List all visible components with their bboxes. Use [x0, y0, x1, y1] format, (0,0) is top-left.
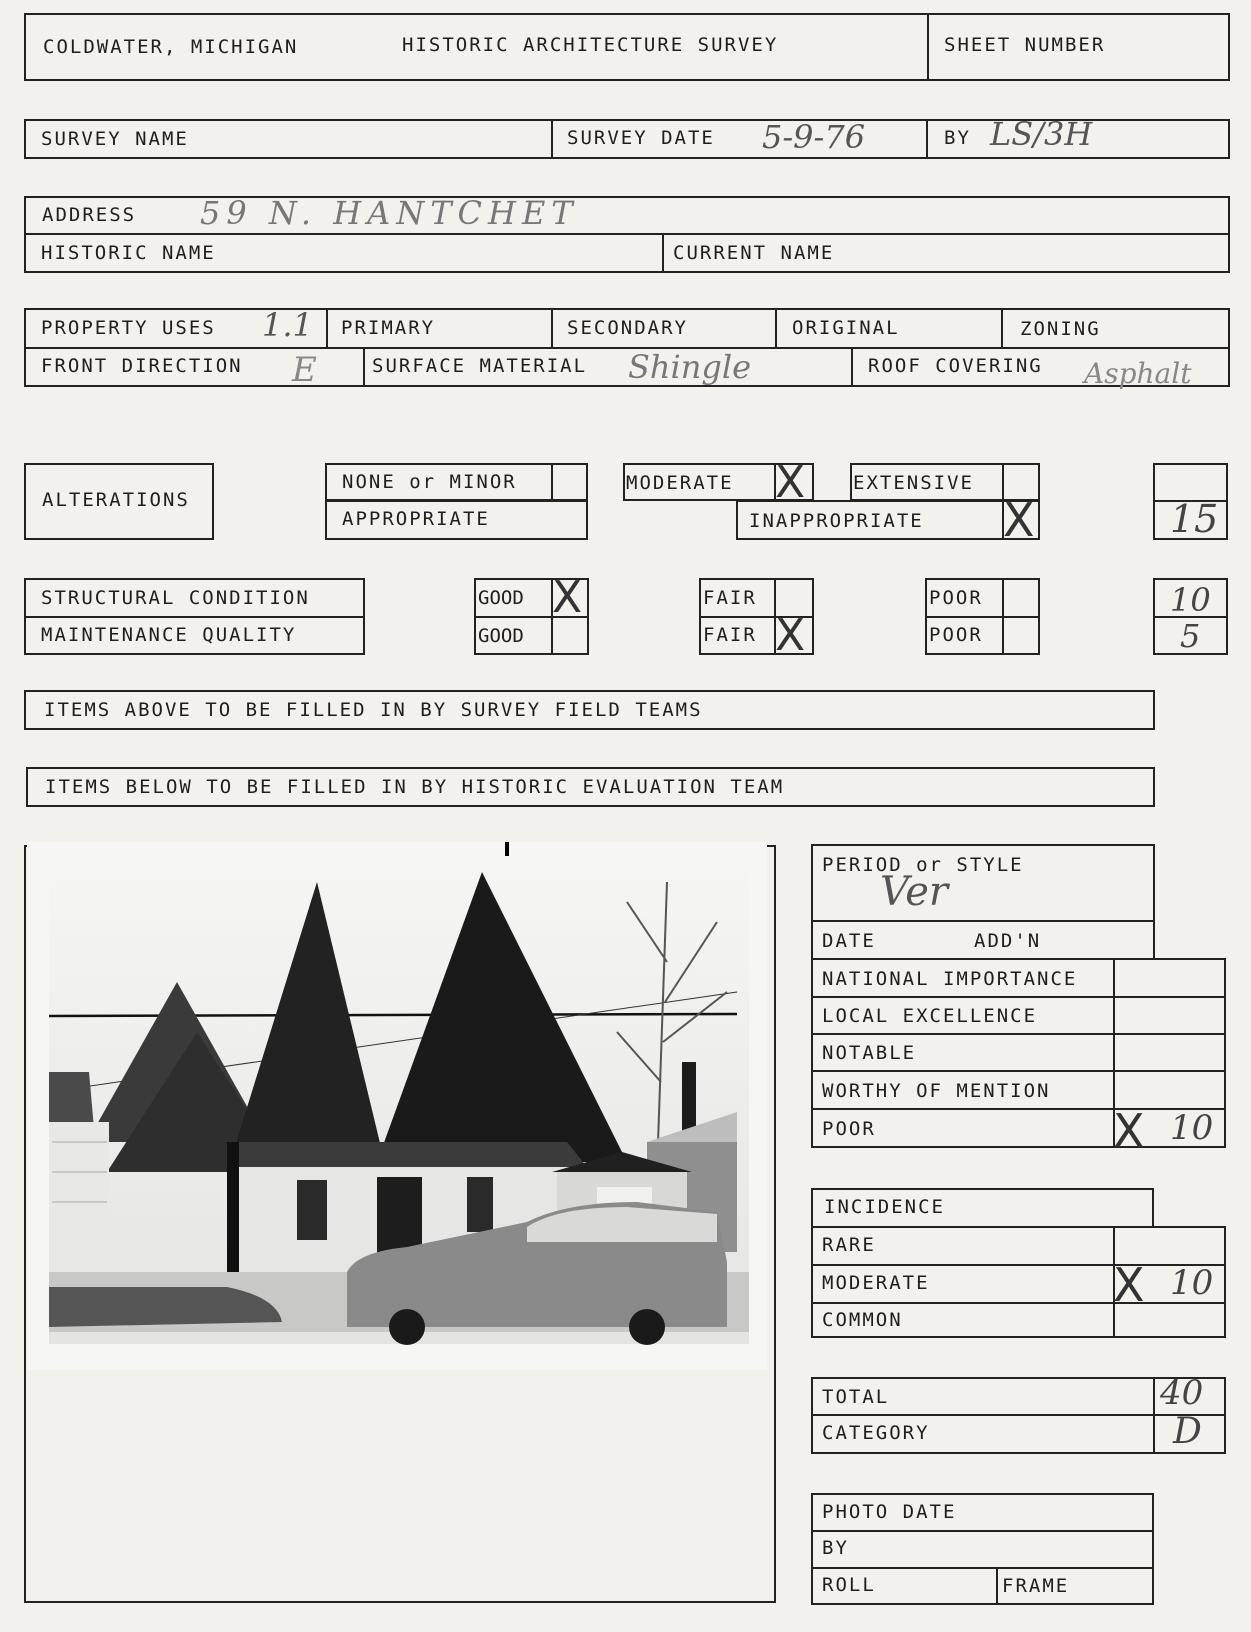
- property-div-5: [363, 347, 365, 387]
- local-excellence-label: LOCAL EXCELLENCE: [822, 1005, 1038, 1027]
- ranking-row-line-2: [811, 1033, 1226, 1035]
- names-divider: [662, 233, 664, 273]
- survey-name-label: SURVEY NAME: [41, 128, 189, 150]
- roof-covering-label: ROOF COVERING: [868, 355, 1043, 377]
- fair-structural-label: FAIR: [703, 587, 757, 609]
- photo-info-row-line-2: [811, 1567, 1154, 1569]
- appropriate-label: APPROPRIATE: [342, 508, 490, 530]
- location-text: COLDWATER, MICHIGAN: [43, 36, 299, 58]
- header-divider: [927, 13, 929, 81]
- alterations-score: 15: [1170, 497, 1219, 541]
- survey-by-value: LS/3H: [990, 115, 1093, 153]
- primary-label: PRIMARY: [341, 317, 436, 339]
- incidence-row-line-1: [811, 1264, 1226, 1266]
- surface-material-label: SURFACE MATERIAL: [372, 355, 588, 377]
- frame-label: FRAME: [1002, 1575, 1070, 1597]
- incidence-row-line-2: [811, 1302, 1226, 1304]
- survey-date-label: SURVEY DATE: [567, 127, 715, 149]
- extensive-label: EXTENSIVE: [853, 472, 974, 494]
- none-minor-label: NONE or MINOR: [342, 471, 517, 493]
- period-style-value: Ver: [880, 869, 949, 915]
- good-structural-label: GOOD: [478, 587, 524, 609]
- house-photograph: [27, 842, 767, 1370]
- roof-covering-value: Asphalt: [1084, 357, 1192, 390]
- surface-material-value: Shingle: [628, 348, 752, 386]
- secondary-label: SECONDARY: [567, 317, 688, 339]
- total-label: TOTAL: [822, 1386, 890, 1408]
- roll-label: ROLL: [822, 1574, 876, 1596]
- period-style-label: PERIOD or STYLE: [822, 854, 1024, 876]
- property-uses-value: 1.1: [262, 306, 313, 344]
- category-label: CATEGORY: [822, 1422, 930, 1444]
- ranking-row-line-1: [811, 996, 1226, 998]
- property-uses-label: PROPERTY USES: [41, 317, 216, 339]
- category-value: D: [1173, 1411, 1202, 1452]
- property-div-3: [775, 308, 777, 347]
- poor-rating-score: 10: [1170, 1108, 1214, 1148]
- good-maintenance-label: GOOD: [478, 625, 524, 647]
- address-label: ADDRESS: [42, 204, 137, 226]
- structural-score: 10: [1170, 581, 1211, 619]
- common-label: COMMON: [822, 1309, 903, 1331]
- poor-check-divider: [1002, 578, 1004, 655]
- rare-label: RARE: [822, 1234, 876, 1256]
- roll-frame-divider: [996, 1567, 998, 1605]
- totals-row-line: [811, 1414, 1226, 1416]
- incidence-moderate-label: MODERATE: [822, 1272, 930, 1294]
- inappropriate-check-mark: X: [1003, 493, 1035, 547]
- structural-condition-label: STRUCTURAL CONDITION: [41, 587, 310, 609]
- fair-maintenance-label: FAIR: [703, 624, 757, 646]
- photo-date-label: PHOTO DATE: [822, 1501, 957, 1523]
- historic-name-label: HISTORIC NAME: [41, 242, 216, 264]
- notable-label: NOTABLE: [822, 1042, 917, 1064]
- fair-maintenance-check-mark: X: [775, 610, 806, 661]
- survey-divider-2: [926, 119, 928, 159]
- date-label: DATE: [822, 930, 876, 952]
- address-row-divider: [24, 233, 1230, 235]
- condition-labels-divider: [24, 616, 365, 618]
- incidence-label: INCIDENCE: [824, 1196, 945, 1218]
- property-div-4: [1001, 308, 1003, 347]
- incidence-moderate-score: 10: [1170, 1263, 1214, 1303]
- survey-by-label: BY: [944, 127, 971, 149]
- front-direction-value: E: [292, 350, 317, 390]
- good-structural-check-mark: X: [552, 572, 583, 623]
- property-div-6: [851, 347, 853, 387]
- photo-info-row-line-1: [811, 1530, 1154, 1532]
- poor-maintenance-label: POOR: [929, 624, 983, 646]
- poor-row-divider: [925, 616, 1040, 618]
- photo-by-label: BY: [822, 1537, 849, 1559]
- poor-rating-label: POOR: [822, 1118, 876, 1140]
- property-div-1: [326, 308, 328, 347]
- moderate-check-mark: X: [775, 457, 806, 508]
- survey-date-value: 5-9-76: [762, 118, 866, 156]
- front-direction-label: FRONT DIRECTION: [41, 355, 243, 377]
- maintenance-score: 5: [1180, 617, 1201, 655]
- maintenance-quality-label: MAINTENANCE QUALITY: [41, 624, 297, 646]
- addn-label: ADD'N: [974, 930, 1042, 952]
- total-value: 40: [1160, 1373, 1204, 1413]
- ranking-row-line-3: [811, 1070, 1226, 1072]
- property-div-2: [551, 308, 553, 347]
- current-name-label: CURRENT NAME: [673, 242, 835, 264]
- alterations-label: ALTERATIONS: [42, 489, 190, 511]
- original-label: ORIGINAL: [792, 317, 900, 339]
- address-value: 59 N. HANTCHET: [200, 194, 579, 232]
- ranking-row-line-4: [811, 1108, 1226, 1110]
- field-teams-note: ITEMS ABOVE TO BE FILLED IN BY SURVEY FIELD TEAMS: [44, 699, 703, 721]
- inappropriate-label: INAPPROPRIATE: [749, 510, 924, 532]
- evaluation-team-note: ITEMS BELOW TO BE FILLED IN BY HISTORIC EVALUATION TEAM: [45, 776, 785, 798]
- sheet-number-label: SHEET NUMBER: [944, 34, 1106, 56]
- incidence-moderate-check-mark: X: [1113, 1258, 1145, 1312]
- poor-rating-check-mark: X: [1113, 1104, 1145, 1158]
- form-title: HISTORIC ARCHITECTURE SURVEY: [402, 34, 779, 56]
- house-photo-image: [27, 842, 767, 1370]
- none-minor-check-divider: [551, 463, 553, 501]
- moderate-label: MODERATE: [626, 472, 734, 494]
- poor-structural-label: POOR: [929, 587, 983, 609]
- zoning-label: ZONING: [1020, 318, 1101, 340]
- survey-divider-1: [551, 119, 553, 159]
- property-row-divider: [24, 347, 1230, 349]
- national-importance-label: NATIONAL IMPORTANCE: [822, 968, 1078, 990]
- worthy-of-mention-label: WORTHY OF MENTION: [822, 1080, 1051, 1102]
